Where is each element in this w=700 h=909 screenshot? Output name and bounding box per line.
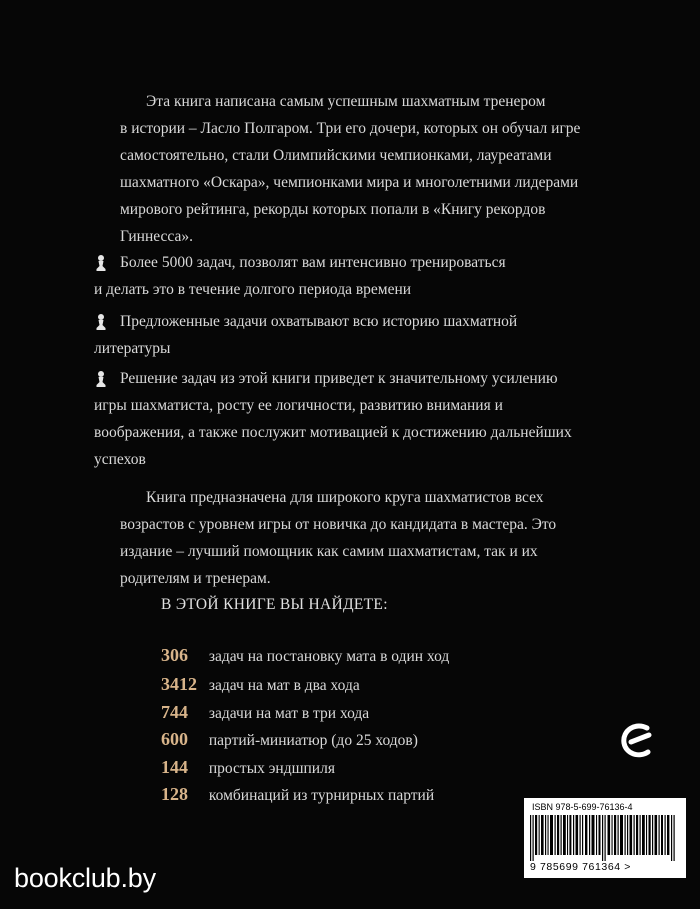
contents-item-text: партий-миниатюр (до 25 ходов) [208,732,418,749]
contents-item [161,755,335,779]
feature-bullet [94,308,664,362]
contents-item-number: 306 [161,645,188,665]
bullet-line: Предложенные задачи охватывают всю историю шахматной [120,313,518,330]
contents-item [161,643,449,667]
contents-item-text: задач на мат в два хода [208,677,360,694]
isbn-text: ISBN 978-5-699-76136-4 [532,802,633,812]
intro-line: Эта книга написана самым успешным шахматным тренером [146,93,546,110]
intro-line: в истории – Ласло Полгаром. Три его дочери, которых он обучал игре [120,120,581,137]
feature-bullet [94,365,664,473]
barcode [524,798,686,878]
bullet-line: Решение задач из этой книги приведет к значительному усилению [120,370,558,387]
pawn-icon [94,254,108,272]
pawn-icon [94,370,108,388]
contents-item [161,727,418,751]
contents-item-number: 744 [161,702,188,722]
closing-line: родителям и тренерам. [120,570,271,587]
contents-item-number: 3412 [161,674,197,694]
pawn-icon [94,313,108,331]
contents-item-number: 600 [161,729,188,749]
closing-line: издание – лучший помощник как самим шахматистам, так и их [120,543,538,560]
bullet-line: и делать это в течение долгого периода времени [94,281,412,298]
intro-line: самостоятельно, стали Олимпийскими чемпионками, лауреатами [120,147,552,164]
intro-line: шахматного «Оскара», чемпионками мира и многолетними лидерами [120,174,579,191]
contents-item [161,700,369,724]
contents-item-text: простых эндшпиля [208,760,335,777]
bullet-line: Более 5000 задач, позволят вам интенсивно тренироваться [120,254,506,271]
bullet-line: игры шахматиста, росту ее логичности, развитию внимания и [94,397,503,414]
closing-line: Книга предназначена для широкого круга шахматистов всех [146,489,544,506]
contents-item-number: 128 [161,784,188,804]
contents-heading: В ЭТОЙ КНИГЕ ВЫ НАЙДЕТЕ: [161,596,388,613]
closing-line: возрастов с уровнем игры от новичка до кандидата в мастера. Это [120,516,557,533]
intro-line: Гиннесса». [120,228,193,245]
publisher-logo-icon [614,716,662,764]
site-watermark: bookclub.by [14,863,156,893]
feature-bullet [94,249,664,303]
bullet-line: успехов [94,451,146,468]
contents-item-number: 144 [161,757,188,777]
contents-item-text: комбинаций из турнирных партий [208,787,435,804]
closing-paragraph [120,484,660,592]
barcode-bars [530,815,680,861]
bullet-line: литературы [94,340,171,357]
contents-item-text: задачи на мат в три хода [208,705,370,722]
barcode-digits: 9 785699 761364 > [530,861,631,873]
contents-item [161,782,434,806]
contents-item-text: задач на постановку мата в один ход [208,648,450,665]
contents-item [161,672,360,696]
intro-line: мирового рейтинга, рекорды которых попали в «Книгу рекордов [120,201,546,218]
intro-paragraph [120,88,660,250]
bullet-line: воображения, а также послужит мотивацией к достижению дальнейших [94,424,572,441]
